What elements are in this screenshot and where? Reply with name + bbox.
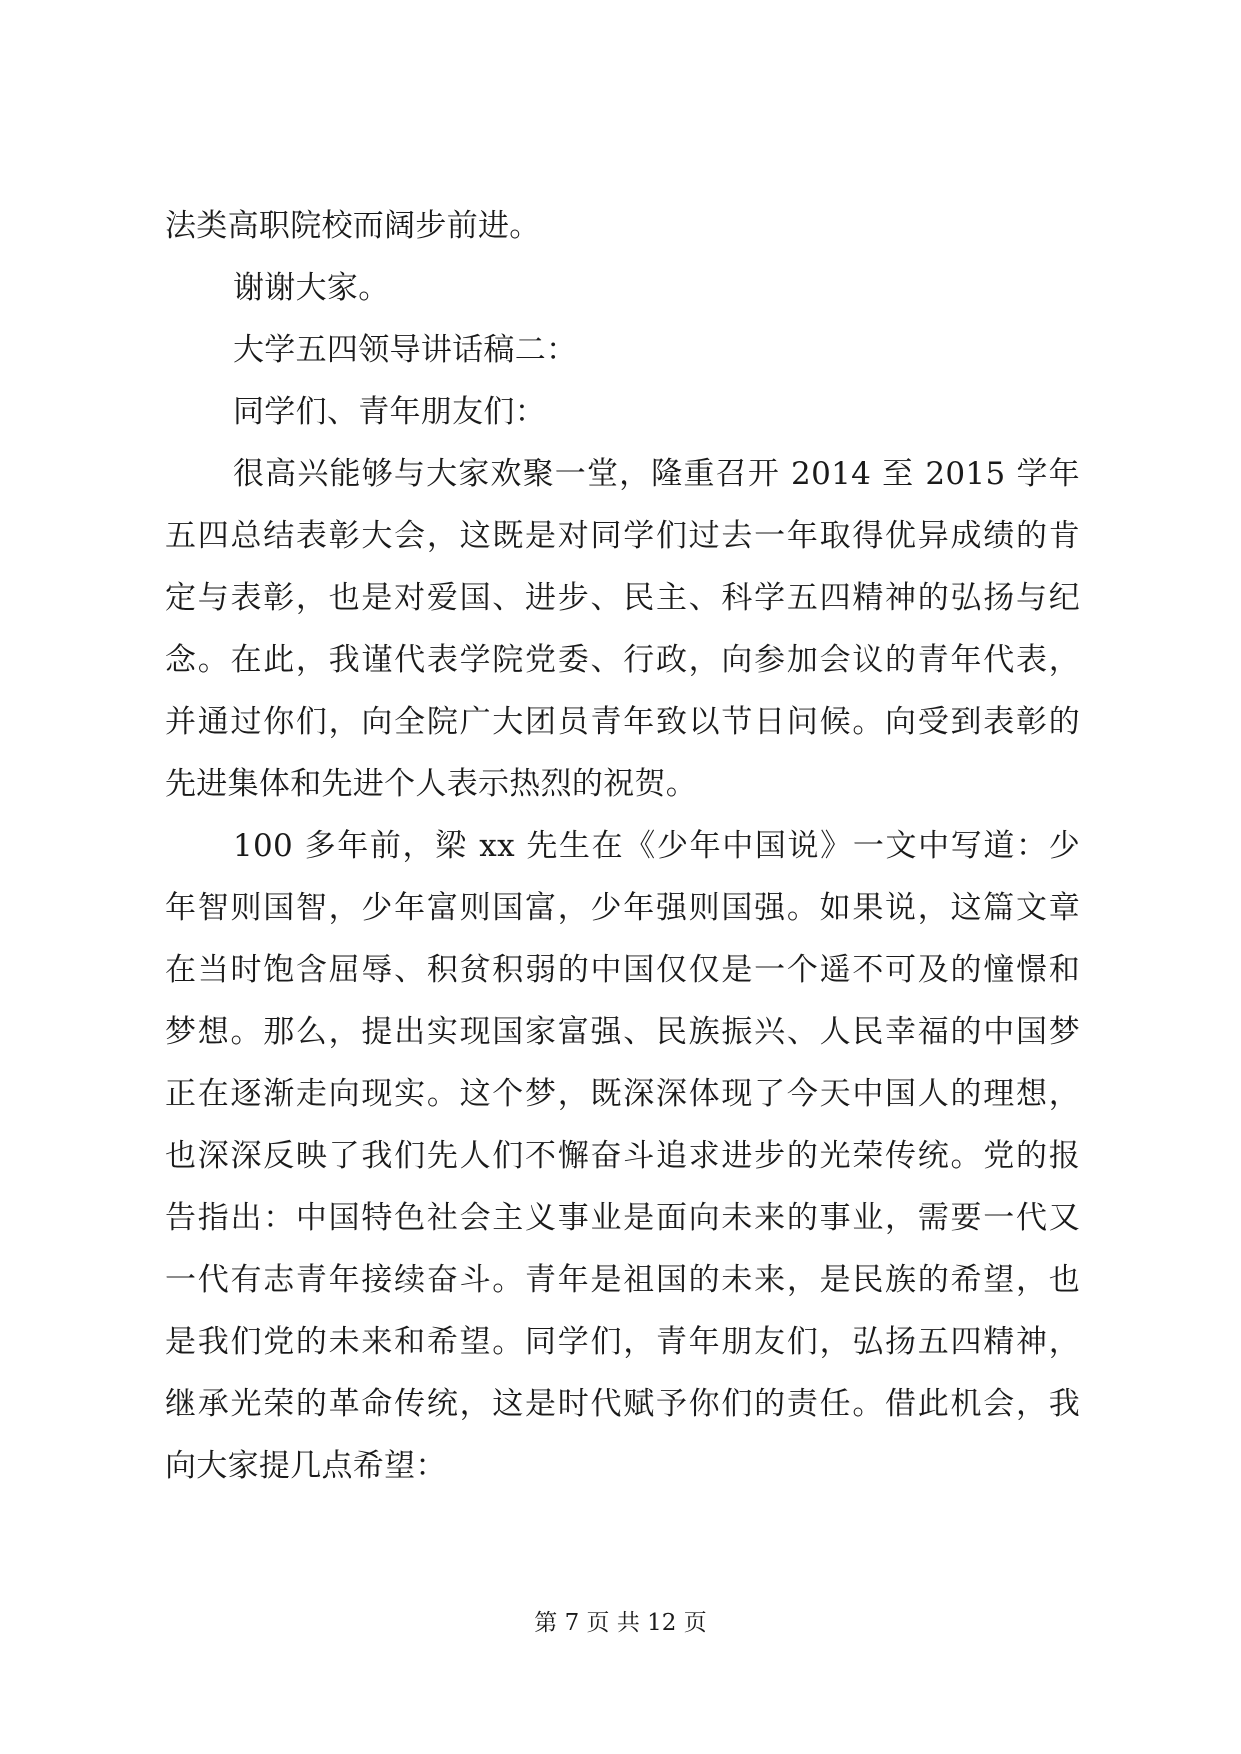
text-line: 正在逐渐走向现实。这个梦，既深深体现了今天中国人的理想， bbox=[165, 1076, 1080, 1112]
page-number-footer: 第 7 页 共 12 页 bbox=[534, 1610, 707, 1636]
text-line: 梦想。那么，提出实现国家富强、民族振兴、人民幸福的中国梦 bbox=[165, 1014, 1080, 1050]
text-line: 年智则国智，少年富则国富，少年强则国强。如果说，这篇文章 bbox=[165, 890, 1080, 926]
text-line: 法类高职院校而阔步前进。 bbox=[165, 208, 541, 244]
text-line: 向大家提几点希望： bbox=[165, 1448, 447, 1484]
text-line: 先进集体和先进个人表示热烈的祝贺。 bbox=[165, 766, 698, 802]
text-line: 在当时饱含屈辱、积贫积弱的中国仅仅是一个遥不可及的憧憬和 bbox=[165, 952, 1080, 988]
text-line: 100 多年前，梁 xx 先生在《少年中国说》一文中写道：少 bbox=[233, 828, 1080, 864]
text-line: 继承光荣的革命传统，这是时代赋予你们的责任。借此机会，我 bbox=[165, 1386, 1080, 1422]
text-line: 也深深反映了我们先人们不懈奋斗追求进步的光荣传统。党的报 bbox=[165, 1138, 1080, 1174]
text-line: 并通过你们，向全院广大团员青年致以节日问候。向受到表彰的 bbox=[165, 704, 1080, 740]
text-line: 告指出：中国特色社会主义事业是面向未来的事业，需要一代又 bbox=[165, 1200, 1080, 1236]
text-line: 同学们、青年朋友们： bbox=[233, 394, 546, 430]
text-line: 念。在此，我谨代表学院党委、行政，向参加会议的青年代表， bbox=[165, 642, 1080, 678]
text-line: 定与表彰，也是对爱国、进步、民主、科学五四精神的弘扬与纪 bbox=[165, 580, 1080, 616]
text-line: 是我们党的未来和希望。同学们，青年朋友们，弘扬五四精神， bbox=[165, 1324, 1080, 1360]
text-line: 五四总结表彰大会，这既是对同学们过去一年取得优异成绩的肯 bbox=[165, 518, 1080, 554]
text-line: 大学五四领导讲话稿二： bbox=[233, 332, 578, 368]
text-line: 很高兴能够与大家欢聚一堂，隆重召开 2014 至 2015 学年 bbox=[233, 456, 1080, 492]
text-line: 一代有志青年接续奋斗。青年是祖国的未来，是民族的希望，也 bbox=[165, 1262, 1080, 1298]
text-line: 谢谢大家。 bbox=[233, 270, 390, 306]
body-text bbox=[165, 195, 1080, 1497]
